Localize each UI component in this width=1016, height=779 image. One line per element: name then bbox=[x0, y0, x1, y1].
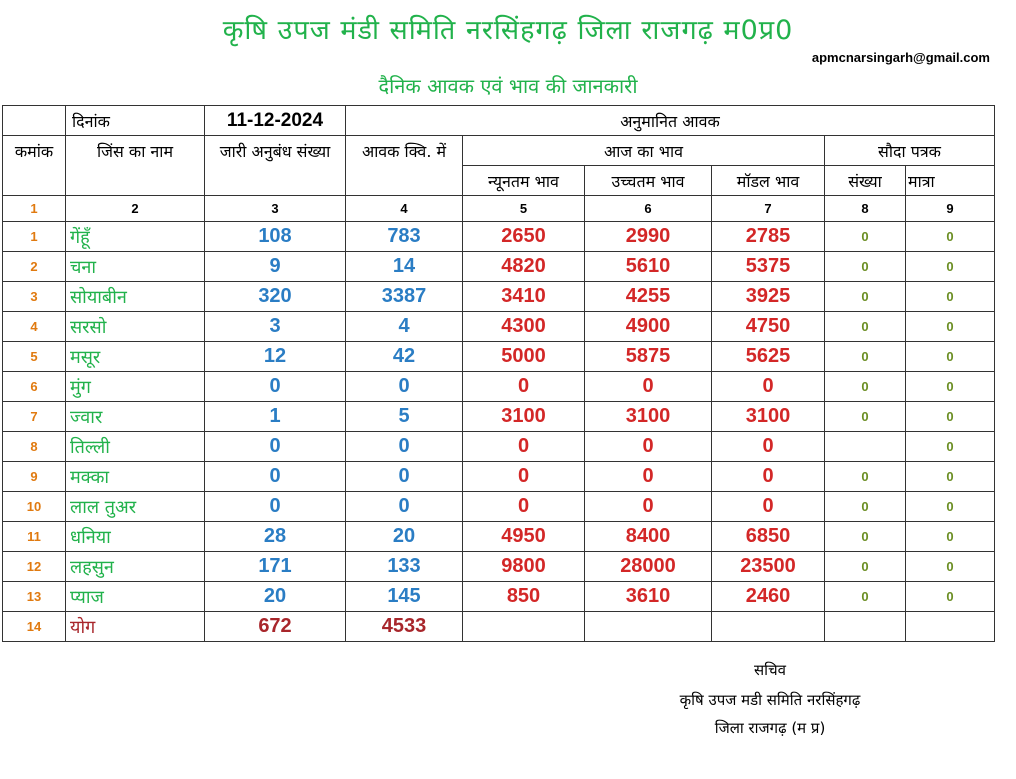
min-price-cell: 850 bbox=[463, 582, 585, 612]
deal-quantity-cell: 0 bbox=[906, 222, 995, 252]
min-price-cell: 0 bbox=[463, 372, 585, 402]
column-number: 7 bbox=[712, 196, 825, 222]
total-arrival: 4533 bbox=[346, 612, 463, 642]
min-price-cell: 5000 bbox=[463, 342, 585, 372]
deal-count-cell: 0 bbox=[825, 462, 906, 492]
max-price-header: उच्चतम भाव bbox=[585, 166, 712, 196]
max-price-cell: 4255 bbox=[585, 282, 712, 312]
contracts-cell: 320 bbox=[205, 282, 346, 312]
deal-count-cell: 0 bbox=[825, 282, 906, 312]
column-number: 9 bbox=[906, 196, 995, 222]
modal-price-cell: 5375 bbox=[712, 252, 825, 282]
deal-quantity-cell: 0 bbox=[906, 372, 995, 402]
commodity-name-cell: मक्का bbox=[66, 462, 205, 492]
serial-cell: 3 bbox=[3, 282, 66, 312]
email-address: apmcnarsingarh@gmail.com bbox=[811, 50, 990, 65]
modal-price-cell: 23500 bbox=[712, 552, 825, 582]
serial-cell: 13 bbox=[3, 582, 66, 612]
max-price-cell: 8400 bbox=[585, 522, 712, 552]
empty-cell bbox=[585, 612, 712, 642]
quantity-header: मात्रा bbox=[906, 166, 995, 196]
deal-quantity-cell: 0 bbox=[906, 582, 995, 612]
arrival-cell: 145 bbox=[346, 582, 463, 612]
deal-count-cell: 0 bbox=[825, 522, 906, 552]
serial-cell: 11 bbox=[3, 522, 66, 552]
deal-quantity-cell: 0 bbox=[906, 462, 995, 492]
todays-price-header: आज का भाव bbox=[463, 136, 825, 166]
commodity-name-cell: प्याज bbox=[66, 582, 205, 612]
column-number: 6 bbox=[585, 196, 712, 222]
contracts-cell: 0 bbox=[205, 462, 346, 492]
deal-quantity-cell: 0 bbox=[906, 252, 995, 282]
total-contracts: 672 bbox=[205, 612, 346, 642]
min-price-cell: 4300 bbox=[463, 312, 585, 342]
modal-price-cell: 6850 bbox=[712, 522, 825, 552]
deal-count-cell: 0 bbox=[825, 372, 906, 402]
contracts-cell: 20 bbox=[205, 582, 346, 612]
contracts-cell: 0 bbox=[205, 372, 346, 402]
table-row bbox=[3, 582, 995, 612]
contracts-cell: 3 bbox=[205, 312, 346, 342]
table-row bbox=[3, 522, 995, 552]
max-price-cell: 4900 bbox=[585, 312, 712, 342]
table-row bbox=[3, 282, 995, 312]
contracts-cell: 28 bbox=[205, 522, 346, 552]
serial-cell: 7 bbox=[3, 402, 66, 432]
max-price-cell: 0 bbox=[585, 432, 712, 462]
serial-cell: 9 bbox=[3, 462, 66, 492]
serial-header: कमांक bbox=[3, 136, 66, 196]
table-row bbox=[3, 402, 995, 432]
deal-count-cell: 0 bbox=[825, 222, 906, 252]
committee-name: कृषि उपज मडी समिति नरसिंहगढ़ bbox=[679, 691, 861, 709]
commodity-name-cell: सरसो bbox=[66, 312, 205, 342]
column-number: 4 bbox=[346, 196, 463, 222]
deal-quantity-cell: 0 bbox=[906, 552, 995, 582]
min-price-cell: 3410 bbox=[463, 282, 585, 312]
column-number: 2 bbox=[66, 196, 205, 222]
arrival-cell: 4 bbox=[346, 312, 463, 342]
max-price-cell: 3100 bbox=[585, 402, 712, 432]
commodity-name-cell: सोयाबीन bbox=[66, 282, 205, 312]
modal-price-cell: 0 bbox=[712, 372, 825, 402]
column-number-row bbox=[3, 196, 995, 222]
serial-cell: 5 bbox=[3, 342, 66, 372]
modal-price-cell: 4750 bbox=[712, 312, 825, 342]
total-row bbox=[3, 612, 995, 642]
deal-count-cell: 0 bbox=[825, 312, 906, 342]
min-price-cell: 0 bbox=[463, 492, 585, 522]
date-label: दिनांक bbox=[66, 106, 205, 136]
modal-price-cell: 0 bbox=[712, 462, 825, 492]
serial-cell: 10 bbox=[3, 492, 66, 522]
max-price-cell: 0 bbox=[585, 372, 712, 402]
deal-paper-header: सौदा पत्रक bbox=[825, 136, 995, 166]
serial-cell: 8 bbox=[3, 432, 66, 462]
commodity-name-header: जिंस का नाम bbox=[66, 136, 205, 196]
deal-count-cell: 0 bbox=[825, 342, 906, 372]
deal-count-cell: 0 bbox=[825, 492, 906, 522]
column-number: 5 bbox=[463, 196, 585, 222]
deal-quantity-cell: 0 bbox=[906, 522, 995, 552]
count-header: संख्या bbox=[825, 166, 906, 196]
min-price-cell: 9800 bbox=[463, 552, 585, 582]
column-number: 3 bbox=[205, 196, 346, 222]
modal-price-cell: 2785 bbox=[712, 222, 825, 252]
empty-cell bbox=[712, 612, 825, 642]
page-subtitle: दैनिक आवक एवं भाव की जानकारी bbox=[378, 74, 638, 98]
contracts-cell: 12 bbox=[205, 342, 346, 372]
estimated-arrival-header: अनुमानित आवक bbox=[346, 106, 995, 136]
modal-price-cell: 5625 bbox=[712, 342, 825, 372]
arrival-cell: 14 bbox=[346, 252, 463, 282]
commodity-name-cell: धनिया bbox=[66, 522, 205, 552]
modal-price-cell: 3925 bbox=[712, 282, 825, 312]
arrival-cell: 5 bbox=[346, 402, 463, 432]
max-price-cell: 0 bbox=[585, 492, 712, 522]
serial-cell: 1 bbox=[3, 222, 66, 252]
arrival-header: आवक क्वि. में bbox=[346, 136, 463, 196]
empty-cell bbox=[463, 612, 585, 642]
deal-quantity-cell: 0 bbox=[906, 312, 995, 342]
modal-price-cell: 3100 bbox=[712, 402, 825, 432]
deal-quantity-cell: 0 bbox=[906, 402, 995, 432]
deal-count-cell bbox=[825, 432, 906, 462]
modal-price-header: मॉडल भाव bbox=[712, 166, 825, 196]
max-price-cell: 5875 bbox=[585, 342, 712, 372]
modal-price-cell: 0 bbox=[712, 432, 825, 462]
empty-cell bbox=[906, 612, 995, 642]
arrival-cell: 20 bbox=[346, 522, 463, 552]
table-row bbox=[3, 222, 995, 252]
arrival-cell: 0 bbox=[346, 432, 463, 462]
arrival-cell: 0 bbox=[346, 372, 463, 402]
arrival-price-table bbox=[2, 105, 995, 642]
secretary-label: सचिव bbox=[754, 661, 786, 679]
commodity-name-cell: तिल्ली bbox=[66, 432, 205, 462]
header-row-2 bbox=[3, 136, 995, 166]
serial-cell: 12 bbox=[3, 552, 66, 582]
table-row bbox=[3, 492, 995, 522]
max-price-cell: 2990 bbox=[585, 222, 712, 252]
serial-cell: 14 bbox=[3, 612, 66, 642]
arrival-cell: 133 bbox=[346, 552, 463, 582]
modal-price-cell: 2460 bbox=[712, 582, 825, 612]
max-price-cell: 0 bbox=[585, 462, 712, 492]
contracts-cell: 0 bbox=[205, 492, 346, 522]
serial-cell: 4 bbox=[3, 312, 66, 342]
min-price-cell: 0 bbox=[463, 462, 585, 492]
max-price-cell: 3610 bbox=[585, 582, 712, 612]
deal-count-cell: 0 bbox=[825, 402, 906, 432]
arrival-cell: 42 bbox=[346, 342, 463, 372]
min-price-cell: 0 bbox=[463, 432, 585, 462]
commodity-name-cell: लाल तुअर bbox=[66, 492, 205, 522]
deal-quantity-cell: 0 bbox=[906, 492, 995, 522]
page-title: कृषि उपज मंडी समिति नरसिंहगढ़ जिला राजगढ़ म0प्र0 bbox=[222, 15, 794, 46]
table-row bbox=[3, 432, 995, 462]
contracts-cell: 1 bbox=[205, 402, 346, 432]
commodity-name-cell: मुंग bbox=[66, 372, 205, 402]
table-row bbox=[3, 552, 995, 582]
deal-quantity-cell: 0 bbox=[906, 282, 995, 312]
min-price-cell: 3100 bbox=[463, 402, 585, 432]
header-row-1 bbox=[3, 106, 995, 136]
district-name: जिला राजगढ़ (म प्र) bbox=[714, 719, 826, 737]
min-price-cell: 2650 bbox=[463, 222, 585, 252]
contracts-cell: 171 bbox=[205, 552, 346, 582]
modal-price-cell: 0 bbox=[712, 492, 825, 522]
arrival-cell: 3387 bbox=[346, 282, 463, 312]
contracts-header: जारी अनुबंध संख्या bbox=[205, 136, 346, 196]
table-row bbox=[3, 252, 995, 282]
commodity-name-cell: गेंहूँ bbox=[66, 222, 205, 252]
commodity-name-cell: लहसुन bbox=[66, 552, 205, 582]
arrival-cell: 0 bbox=[346, 492, 463, 522]
commodity-name-cell: ज्वार bbox=[66, 402, 205, 432]
arrival-cell: 0 bbox=[346, 462, 463, 492]
empty-cell bbox=[825, 612, 906, 642]
serial-cell: 6 bbox=[3, 372, 66, 402]
table-row bbox=[3, 312, 995, 342]
deal-count-cell: 0 bbox=[825, 582, 906, 612]
min-price-cell: 4820 bbox=[463, 252, 585, 282]
column-number: 8 bbox=[825, 196, 906, 222]
commodity-name-cell: चना bbox=[66, 252, 205, 282]
deal-count-cell: 0 bbox=[825, 252, 906, 282]
date-value: 11-12-2024 bbox=[205, 106, 346, 136]
table-row bbox=[3, 342, 995, 372]
arrival-cell: 783 bbox=[346, 222, 463, 252]
deal-count-cell: 0 bbox=[825, 552, 906, 582]
column-number: 1 bbox=[3, 196, 66, 222]
max-price-cell: 28000 bbox=[585, 552, 712, 582]
deal-quantity-cell: 0 bbox=[906, 342, 995, 372]
contracts-cell: 0 bbox=[205, 432, 346, 462]
contracts-cell: 108 bbox=[205, 222, 346, 252]
min-price-header: न्यूनतम भाव bbox=[463, 166, 585, 196]
deal-quantity-cell: 0 bbox=[906, 432, 995, 462]
contracts-cell: 9 bbox=[205, 252, 346, 282]
table-row bbox=[3, 462, 995, 492]
serial-cell: 2 bbox=[3, 252, 66, 282]
table-row bbox=[3, 372, 995, 402]
total-label: योग bbox=[66, 612, 205, 642]
commodity-name-cell: मसूर bbox=[66, 342, 205, 372]
max-price-cell: 5610 bbox=[585, 252, 712, 282]
min-price-cell: 4950 bbox=[463, 522, 585, 552]
